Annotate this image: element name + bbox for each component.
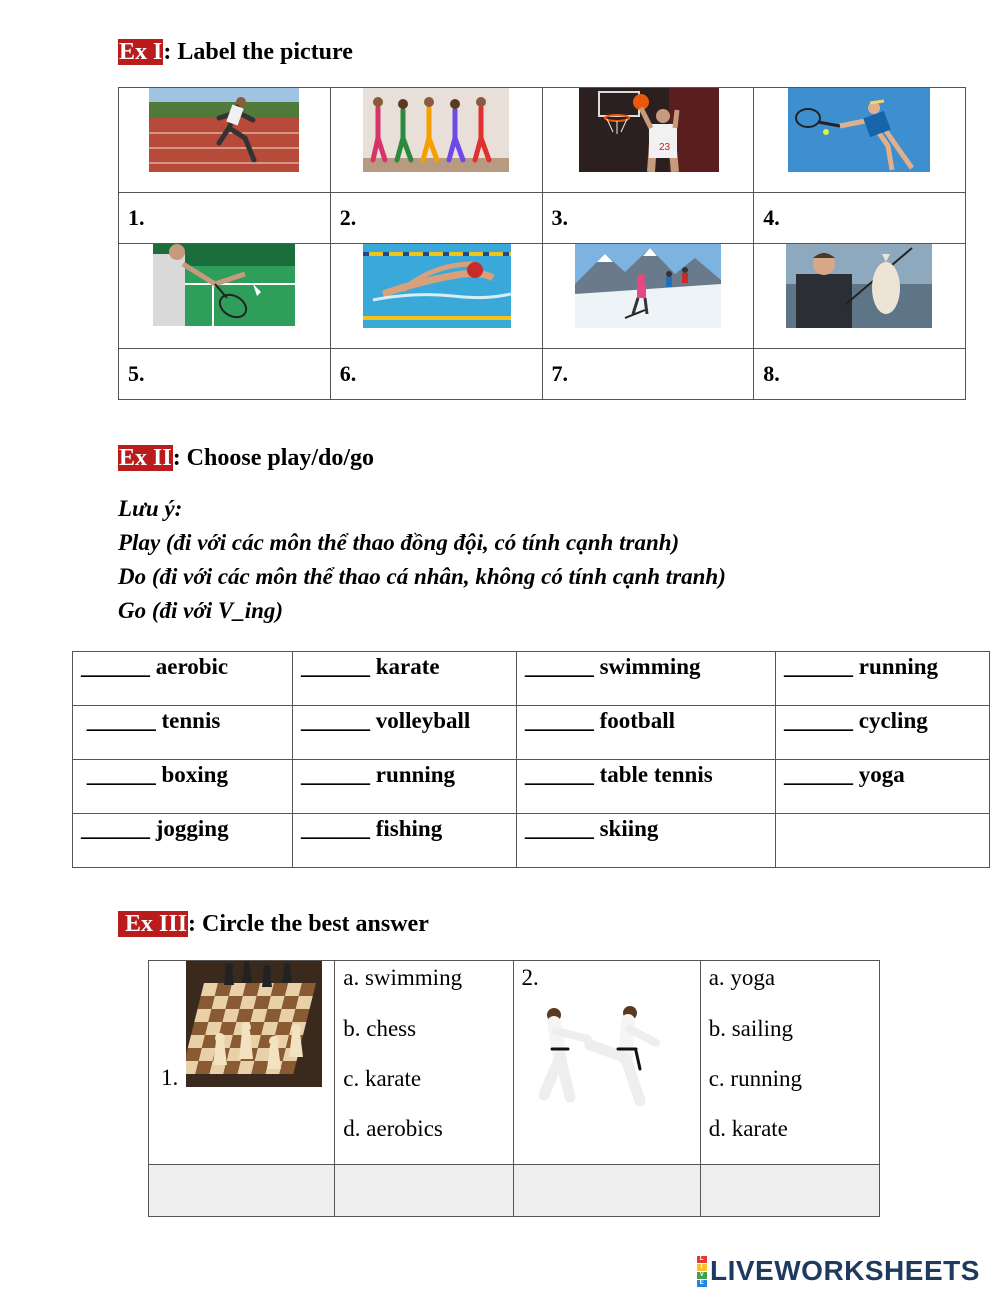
- answer-cell[interactable]: ______ jogging: [73, 814, 293, 868]
- ex3-tag: Ex III: [119, 911, 188, 937]
- answer-cell[interactable]: ______ running: [776, 652, 990, 706]
- q2-option-b[interactable]: b. sailing: [708, 1016, 794, 1041]
- answer-cell[interactable]: ______ swimming: [516, 652, 775, 706]
- table-row: [73, 652, 990, 706]
- table-row: [73, 814, 990, 868]
- picture-row-2: [119, 244, 966, 349]
- skiing-photo: [575, 244, 721, 328]
- fishing-photo: [786, 244, 932, 328]
- aerobics-photo: [363, 88, 513, 172]
- label-2: 2.: [330, 193, 542, 244]
- empty-cell: [776, 814, 990, 868]
- question-2-image-cell: [514, 961, 700, 1165]
- question-2-number: 2.: [521, 965, 539, 990]
- q2-option-a[interactable]: a. yoga: [708, 965, 776, 990]
- ex3-heading: [118, 910, 429, 938]
- liveworksheets-logo: [697, 1254, 980, 1288]
- logo-text: LIVEWORKSHEETS: [710, 1255, 980, 1286]
- answer-cell[interactable]: ______ football: [516, 706, 775, 760]
- label-8: 8.: [754, 349, 966, 400]
- question-1-image-cell: [149, 961, 335, 1165]
- play-do-go-table: [72, 651, 990, 868]
- answer-cell[interactable]: ______ volleyball: [293, 706, 517, 760]
- question-1-number: 1.: [161, 1065, 179, 1090]
- answer-cell[interactable]: ______ fishing: [293, 814, 517, 868]
- q2-option-d[interactable]: d. karate: [708, 1116, 788, 1141]
- swimming-photo: [363, 244, 511, 328]
- label-3: 3.: [542, 193, 754, 244]
- svg-text:23: 23: [658, 142, 670, 153]
- ex1-title: : Label the picture: [163, 39, 353, 65]
- answer-cell[interactable]: ______ cycling: [776, 706, 990, 760]
- ex1-tag: Ex I: [119, 39, 163, 65]
- picture-cell-6: [330, 244, 542, 349]
- answer-input-1[interactable]: [149, 1165, 335, 1217]
- label-5: 5.: [119, 349, 331, 400]
- q1-option-a[interactable]: a. swimming: [343, 965, 463, 990]
- circle-answer-table: [148, 960, 880, 1217]
- ex3-title: : Circle the best answer: [188, 911, 429, 937]
- ex2-tag: Ex II: [119, 445, 172, 471]
- badminton-photo: [153, 244, 295, 326]
- note-do: Do (đi với các môn thể thao cá nhân, không có tính cạnh tranh): [118, 564, 726, 589]
- answer-cell[interactable]: ______ table tennis: [516, 760, 775, 814]
- running-photo: [149, 88, 299, 172]
- chess-photo: [186, 961, 322, 1087]
- picture-cell-3: [542, 88, 754, 193]
- note-go: Go (đi với V_ing): [118, 598, 284, 623]
- q1-option-c[interactable]: c. karate: [343, 1066, 422, 1091]
- answer-cell[interactable]: ______ tennis: [73, 706, 293, 760]
- answer-input-2[interactable]: [335, 1165, 514, 1217]
- picture-cell-4: [754, 88, 966, 193]
- label-1: 1.: [119, 193, 331, 244]
- q1-option-b[interactable]: b. chess: [343, 1016, 417, 1041]
- logo-mark-letter: I: [697, 1264, 707, 1271]
- q2-option-c[interactable]: c. running: [708, 1066, 802, 1091]
- answer-cell[interactable]: ______ boxing: [73, 760, 293, 814]
- picture-cell-5: [119, 244, 331, 349]
- picture-row-1: [119, 88, 966, 193]
- label-picture-table: [118, 87, 966, 400]
- answer-cell[interactable]: ______ aerobic: [73, 652, 293, 706]
- karate-photo: [524, 1001, 674, 1111]
- question-row: [149, 961, 880, 1165]
- logo-mark-letter: L: [697, 1256, 707, 1263]
- answer-cell[interactable]: ______ yoga: [776, 760, 990, 814]
- answer-row: [149, 1165, 880, 1217]
- question-1-options-cell: [335, 961, 514, 1165]
- basketball-photo: [579, 88, 719, 172]
- answer-input-3[interactable]: [514, 1165, 700, 1217]
- tennis-photo: [788, 88, 930, 172]
- number-row-2: [119, 349, 966, 400]
- ex2-heading: [118, 444, 374, 472]
- label-4: 4.: [754, 193, 966, 244]
- q1-option-d[interactable]: d. aerobics: [343, 1116, 443, 1141]
- answer-cell[interactable]: ______ karate: [293, 652, 517, 706]
- note-title: Lưu ý:: [118, 496, 183, 521]
- picture-cell-7: [542, 244, 754, 349]
- logo-mark-letter: V: [697, 1272, 707, 1279]
- label-7: 7.: [542, 349, 754, 400]
- question-2-options-cell: [700, 961, 879, 1165]
- picture-cell-1: [119, 88, 331, 193]
- table-row: [73, 760, 990, 814]
- answer-input-4[interactable]: [700, 1165, 879, 1217]
- answer-cell[interactable]: ______ running: [293, 760, 517, 814]
- label-6: 6.: [330, 349, 542, 400]
- table-row: [73, 706, 990, 760]
- answer-cell[interactable]: ______ skiing: [516, 814, 775, 868]
- note-play: Play (đi với các môn thể thao đồng đội, có tính cạnh tranh): [118, 530, 680, 555]
- logo-mark-icon: [697, 1256, 707, 1287]
- picture-cell-2: [330, 88, 542, 193]
- number-row-1: [119, 193, 966, 244]
- logo-mark-letter: E: [697, 1280, 707, 1287]
- picture-cell-8: [754, 244, 966, 349]
- ex1-heading: [118, 38, 353, 66]
- ex2-title: : Choose play/do/go: [172, 445, 375, 471]
